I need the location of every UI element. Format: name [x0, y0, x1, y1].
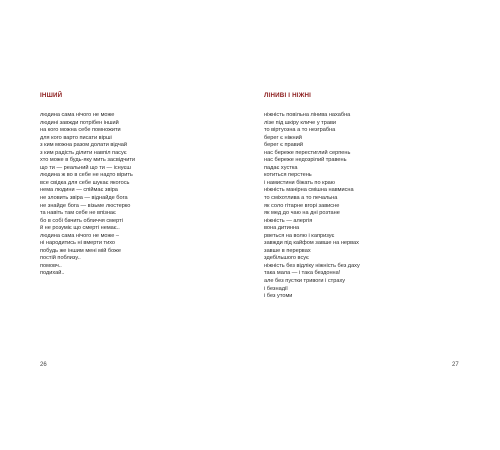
- poem-line: з ким радість ділити навпіл пасує: [40, 149, 127, 156]
- page-number-left: 26: [40, 362, 47, 368]
- poem-line: здебільшого всує: [264, 255, 309, 262]
- page-number-right: 27: [452, 362, 459, 368]
- poem-line: така мала — і така бездонна!: [264, 270, 341, 277]
- poem-line: для кого варто писати вірші: [40, 134, 112, 141]
- poem-body-left: [40, 112, 135, 278]
- poem-line: не зловить звіра — віднайде бога: [40, 195, 128, 202]
- poem-line: постій поблизу..: [40, 255, 81, 262]
- poem-line: нас береже недозрілий травень: [264, 157, 347, 164]
- poem-line: й не розуміє що смерті немає..: [40, 225, 120, 232]
- poem-line: як соло гітарне вгорі зависне: [264, 202, 340, 209]
- poem-line: ніжність повільна лінива нахабна: [264, 112, 351, 118]
- poem-title-right: ЛІНИВІ І НІЖНІ: [264, 92, 312, 99]
- poem-line: людині завжди потрібен інший: [40, 119, 119, 126]
- poem-body-right: [264, 112, 360, 301]
- poem-line: берег є ніжний: [264, 134, 302, 141]
- poem-line: з ким можна разом долати відчай: [40, 142, 128, 149]
- poem-line: все свідка для себе шукає якогось: [40, 179, 130, 186]
- poem-line: нема людини — спіймає звіра: [40, 187, 118, 194]
- poem-line: ніжність манірна смішна навмисна: [264, 187, 354, 194]
- poem-title-left: ІНШИЙ: [40, 92, 63, 99]
- poem-line: побудь же іншим мені мій боже: [40, 247, 122, 254]
- poem-line: падає хустка: [264, 164, 298, 171]
- poem-line: подихай..: [40, 270, 65, 277]
- poem-line: але без пустки тривоги і страху: [264, 278, 346, 285]
- poem-line: ніжність без відліку ніжність без даху: [264, 262, 360, 269]
- poem-line: берег є правий: [264, 142, 303, 149]
- poem-line: людина сама нічого не може –: [40, 232, 120, 239]
- poem-line: і без утоми: [264, 293, 293, 300]
- poem-line: лізе під шкіру кличе у трави: [264, 119, 337, 126]
- poem-line: котиться перстень: [264, 172, 312, 179]
- poem-line: як мед до чаю на дні розтане: [264, 210, 340, 217]
- poem-line: ні народитись ні вмерти тихо: [40, 240, 116, 247]
- poem-line: рветься на волю і капризує: [264, 232, 335, 239]
- poem-line: вона дитинна: [264, 225, 300, 232]
- poem-line: і намистини біжать по краю: [264, 179, 335, 186]
- poem-line: ніжність — алергія: [264, 217, 313, 224]
- poem-line: бо в собі бачить обличчя смерті: [40, 217, 123, 224]
- poem-line: завше в перервах: [264, 247, 311, 254]
- right-page: [250, 0, 500, 450]
- poem-line: людина сама нічого не може: [40, 112, 115, 118]
- poem-line: нас береже перестиглий серпень: [264, 149, 351, 156]
- poem-line: і безнадії: [264, 285, 288, 292]
- poem-line: та навіть там себе не впізнає: [40, 210, 116, 217]
- poem-line: не знайде бога — візьме люстерко: [40, 202, 131, 209]
- poem-line: що ти — реальний що ти — існуєш: [40, 164, 131, 171]
- poem-line: помовч..: [40, 262, 62, 269]
- poem-line: хто може в будь-яку мить засвідчити: [40, 157, 136, 164]
- poem-line: на кого можна себе помножити: [40, 127, 121, 134]
- poem-line: то віртуозна а то незграбна: [264, 127, 336, 134]
- poem-line: завжди під кайфом завше на нервах: [264, 240, 359, 247]
- poem-line: людина ж во в себе не надто вірить: [40, 172, 133, 179]
- poem-line: то сміхотлива а то печальна: [264, 195, 338, 202]
